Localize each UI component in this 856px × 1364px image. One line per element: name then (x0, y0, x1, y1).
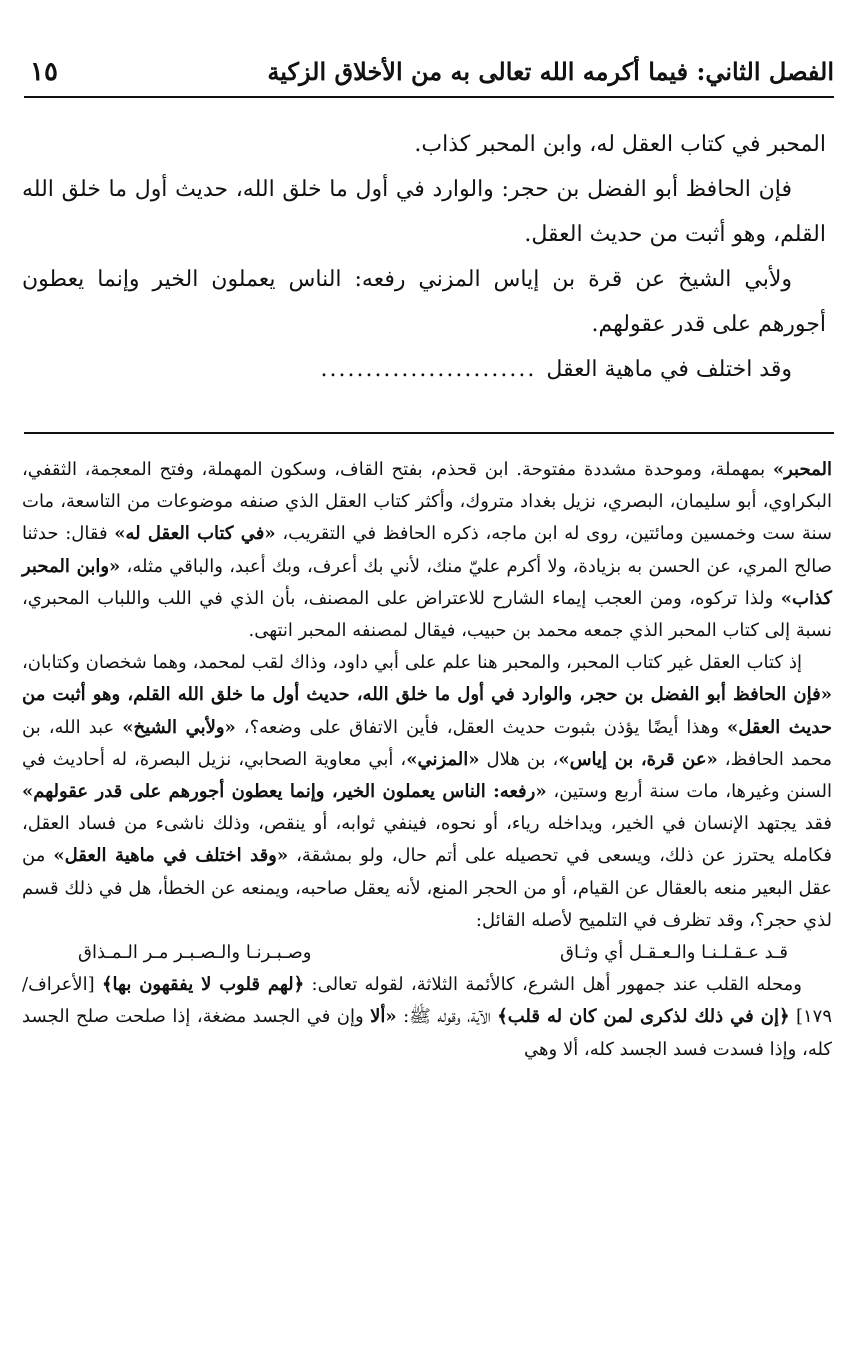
quoted-matn-text: ﴿إن في ذلك لذكرى لمن كان له قلب﴾ (497, 1006, 790, 1028)
commentary-text: الآية، وقوله ﷺ: (396, 1006, 498, 1028)
quoted-matn-text: ﴿لهم قلوب لا يفقهون بها﴾ (102, 974, 305, 996)
commentary (22, 454, 832, 1066)
quoted-matn-text: «في كتاب العقل له» (114, 523, 276, 545)
quoted-matn-text: «ولأبي الشيخ» (122, 716, 236, 738)
chapter-title: الفصل الثاني: فيما أكرمه الله تعالى به من الأخلاق الزكية (267, 57, 834, 86)
commentary-text: ، أبي معاوية الصحابي، نزيل البصرة، له أحاديث في السنن وغيرها، مات سنة أربع وستين، (22, 748, 832, 803)
commentary-text: ومحله القلب عند جمهور أهل الشرع، كالأئمة الثلاثة، لقوله تعالى: (304, 974, 802, 996)
commentary-paragraph-1 (22, 454, 832, 647)
continuation-dots: ........................ (320, 357, 537, 382)
quoted-matn-text: «فإن الحافظ أبو الفضل بن حجر، والوارد في أول ما خلق الله، حديث أول ما خلق الله القلم، وهو أثبت من حديث العقل» (22, 684, 832, 738)
verse-first-hemistich: قـد عـقـلـنـا والـعـقـل أي وثـاق (560, 942, 788, 964)
main-paragraph-2: فإن الحافظ أبو الفضل بن حجر: والوارد في أول ما خلق الله، حديث أول ما خلق الله القلم، وهو أثبت من حديث العقل. (22, 177, 826, 247)
commentary-text: ، بن هلال (479, 748, 559, 770)
quoted-matn-text: «وابن المحبر كذاب» (22, 555, 832, 609)
verse-second-hemistich: وصـبـرنـا والـصـبـر مـر الـمـذاق (78, 942, 312, 964)
commentary-text: إذ كتاب العقل غير كتاب المحبر، والمحبر هنا علم على أبي داود، وذاك لقب لمحمد، وهما شخصان وكتابان، (22, 652, 802, 674)
commentary-text: فقال: حدثنا صالح المري، عن الحسن به بزيادة، ولا أكرم عليّ منك، لأني بك أعرف، وبك أعبد، والباقي مثله، (22, 523, 832, 577)
commentary-text: [الأعراف/١٧٩] (22, 974, 833, 1028)
commentary-paragraph-2 (22, 647, 832, 937)
poetry-verse (22, 937, 832, 969)
main-paragraph-1: المحبر في كتاب العقل له، وابن المحبر كذاب. (414, 132, 826, 157)
commentary-text: وهذا أيضًا يؤذن بثبوت حديث العقل، فأين الاتفاق على وضعه؟، (235, 716, 728, 738)
main-paragraph-3: ولأبي الشيخ عن قرة بن إياس المزني رفعه: الناس يعملون الخير وإنما يعطون أجورهم على قدر عقولهم. (22, 267, 826, 337)
commentary-text: ولذا تركوه، ومن العجب إيماء الشارح للاعتراض على المصنف، بأن الذي في اللب واللباب المحبري، نسبة إلى كتاب المحبر الذي جمعه محمد بن حبيب، فيقال لمصنفه المحبر انتهى. (22, 587, 832, 642)
quoted-matn-text: «وقد اختلف في ماهية العقل» (53, 845, 289, 867)
commentary-text: عبد الله، بن محمد الحافظ، (22, 716, 832, 770)
footnote-separator (24, 432, 834, 434)
commentary-text: من عقل البعير منعه بالعقال عن القيام، أو من الحجر المنع، لأنه يعقل صاحبه، ويمنعه عن الخطأ، هل في ذلك قسم لذي حجر؟، وقد تظرف في التلميح لأصله القائل: (22, 845, 832, 931)
page-number: ١٥ (30, 57, 58, 87)
running-header (24, 52, 834, 98)
commentary-text: بمهملة، وموحدة مشددة مفتوحة. ابن قحذم، بفتح القاف، وسكون المهملة، وفتح المعجمة، الثقفي، البكراوي، أبو سليمان، البصري، نزيل بغداد متروك، وأكثر كتاب العقل الذي صنفه موضوعات من التاسعة، مات سنة ست وخمسين ومائتين، روى له ابن ماجه، ذكره الحافظ في التقريب، (22, 459, 832, 545)
commentary-text: فقد يجتهد الإنسان في الخير، ويداخله رياء، أو نحوه، فينفي ثوابه، أو ينقص، وذلك ناشىء من فساد العقل، فكامله يحترز عن ذلك، ويسعى في تحصيله على أتم حال، ولو بمشقة، (22, 813, 832, 867)
quoted-matn-text: «ألا (370, 1006, 397, 1028)
commentary-paragraph-3 (22, 969, 832, 1066)
main-paragraph-4-text: وقد اختلف في ماهية العقل (546, 357, 792, 382)
quoted-matn-text: «رفعه: الناس يعملون الخير، وإنما يعطون أجورهم على قدر عقولهم» (22, 781, 547, 803)
commentary-text: وإن في الجسد مضغة، إذا صلحت صلح الجسد كله، وإذا فسدت فسد الجسد كله، ألا وهي (22, 1006, 832, 1060)
quoted-matn-text: «عن قرة، بن إياس» (558, 748, 718, 770)
main-paragraph-4 (22, 347, 826, 392)
quoted-matn-text: «المزني» (406, 748, 480, 770)
main-text (22, 122, 826, 392)
quoted-matn-text: المحبر» (772, 459, 832, 480)
